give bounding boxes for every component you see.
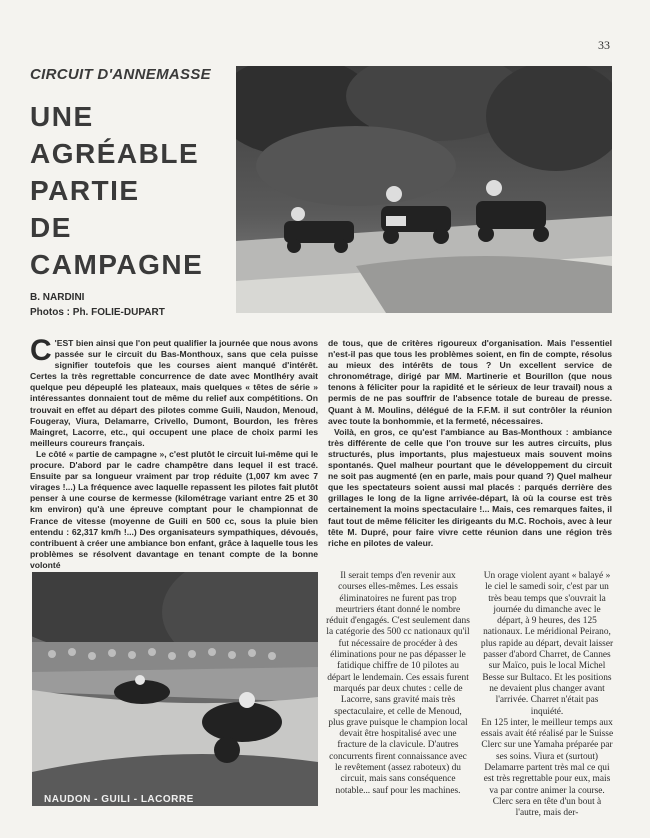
article-column-1	[30, 334, 318, 571]
headline-line: UNE	[30, 101, 94, 132]
article-column-2	[328, 338, 612, 549]
headline-line: CAMPAGNE	[30, 249, 204, 280]
photo-credit: Photos : Ph. FOLIE-DUPART	[30, 307, 165, 318]
sidecar-race-photo	[236, 66, 612, 313]
article-column-4	[480, 571, 614, 820]
paragraph: Il serait temps d'en revenir aux courses elles-mêmes. Les essais éliminatoires ne furent pas trop meurtriers étant donné le nombre réduit d'engagés. C'est seulement dans la catégorie des 500 cc nationaux qu'il fut nécessaire de procéder à des éliminations pour ne pas dépasser le fatidique chiffre de 10 pilotes au départ le lendemain. Ces essais furent marqués par deux chutes : celle de Lacorre, sans gravité mais très spectaculaire, et celle de Menoud, plus grave puisque le champion local devait être hospitalisé avec une fracture de la clavicule. D'autres concurrents firent connaissance avec le revêtement (assez raboteux) du circuit, mais sans conséquence notable... sauf pour les machines.	[326, 571, 470, 796]
drop-cap: C	[30, 334, 52, 367]
photo-caption: NAUDON - GUILI - LACORRE	[44, 794, 194, 805]
byline	[30, 290, 165, 320]
paragraph: En 125 inter, le meilleur temps aux essais avait été réalisé par le Suisse Clerc sur une Yamaha préparée par ses soins. Viura et (surtout) Delamarre partent très mal ce qui est très regrettable pour eux, mais va par contre animer la course. Clerc sera en tête d'un bout à l'autre, mais der-	[480, 717, 614, 819]
article-kicker: CIRCUIT D'ANNEMASSE	[30, 66, 211, 83]
paragraph: de tous, que de critères rigoureux d'organisation. Mais l'essentiel n'est-il pas que tous les problèmes soient, en fin de compte, résolus au mieux des intérêts de tous ? Un excellent service de chronométrage, dirigé par MM. Martinerie et Bourillon (que nous tenons à féliciter pour la rapidité et le sérieux de leur travail) nous a permis de ne pas souffrir de l'absence totale de bureau de presse. Quant à M. Moulins, délégué de la F.F.M. il sut contrôler la réunion avec toute la bonhommie, et la fermeté, nécessaires.	[328, 338, 612, 426]
author-name: B. NARDINI	[30, 292, 85, 303]
solo-race-photo	[32, 572, 318, 806]
paragraph: 'EST bien ainsi que l'on peut qualifier la journée que nous avons passée sur le circuit du Bas-Monthoux, sans que cela puisse signifier toutefois que les courses aient manqué d'intérêt. Certes la très regrettable concurrence de date avec Montlhéry avait quelque peu dépeuplé les plateaux, mais quelques « têtes de série » intéressantes donnaient tout de même du relief aux compétitions. On trouvait en effet au départ des pilotes comme Guili, Naudon, Menoud, Fougeray, Viura, Delamarre, Crivello, Dumont, Bourdon, les frères Maingret, Lacorre, etc., qui occupent une place de choix parmi les meilleurs coureurs français.	[30, 338, 318, 448]
paragraph: Voilà, en gros, ce qu'est l'ambiance au Bas-Monthoux : ambiance très différente de celle que l'on trouve sur les autres circuits, plus structurés, plus importants, plus majestueux mais souvent moins spontanés. Quel malheur pourtant que le développement du circuit ne soit pas augmenté (en en parle, mais pour quand ?) Quel malheur que les spectateurs soient aussi mal placés : parqués derrière des grillages le long de la ligne arrivée-départ, là où la course est très certainement la moins spectaculaire !... Mais, ces remarques faites, il faut tout de même féliciter les dirigeants du M.C. Rochois, avec à leur tête M. Dupré, pour faire vivre cette réunion dans une région très riche en pilotes de valeur.	[328, 426, 612, 548]
paragraph: Un orage violent ayant « balayé » le ciel le samedi soir, c'est par un très beau temps que s'ouvrait la journée du dimanche avec le départ, à 9 heures, des 125 nationaux. Le méridional Peirano, plus rapide au départ, devait laisser passer d'abord Charret, de Cannes sur Maïco, puis le local Michel Besse sur Bultaco. Et les positions ne devaient plus changer avant l'arrivée. Charret n'était pas inquiété.	[480, 571, 614, 717]
headline-line: PARTIE	[30, 175, 140, 206]
headline-line: DE	[30, 212, 72, 243]
article-column-3	[326, 571, 470, 797]
headline-line: AGRÉABLE	[30, 138, 200, 169]
page-number: 33	[598, 38, 610, 52]
paragraph: Le côté « partie de campagne », c'est plutôt le circuit lui-même qui le procure. D'abord par le cadre champêtre dans lequel il est tracé. Ensuite par sa longueur vraiment par trop réduite (1,007 km avec 7 virages !...) La fréquence avec laquelle repassent les pilotes fait plutôt penser à une course de kermesse (kilométrage variant entre 25 et 30 km environ) qu'à une épreuve comptant pour le championnat de France de vitesse (moyenne de Guili en 500 cc, sous la pluie bien entendu : 62,317 km/h !...) Des organisateurs sympathiques, dévoués, contribuent à créer une ambiance bon enfant, grâce à laquelle tous les problèmes se résolvent davantage en tenant compte de la bonne volonté	[30, 448, 318, 570]
article-headline	[30, 98, 203, 283]
